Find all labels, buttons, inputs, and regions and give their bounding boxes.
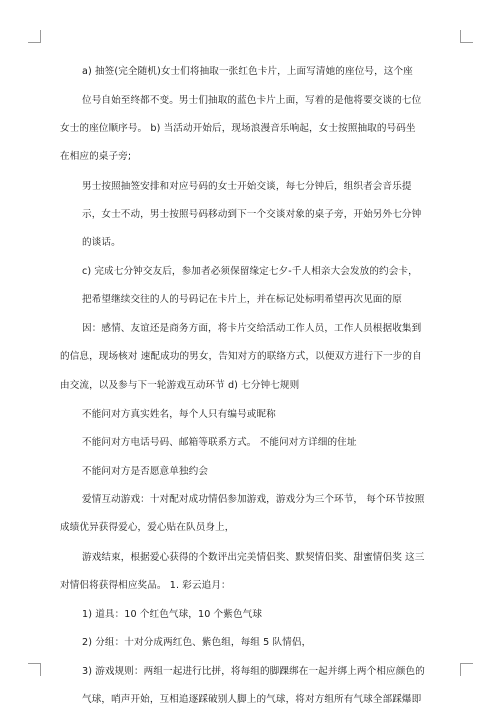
- text-line: 位号自始至终都不变。男士们抽取的蓝色卡片上面，写着的是他将要交谈的七位: [82, 95, 422, 106]
- text-line: c) 完成七分钟交友后，参加者必须保留缘定七夕-千人相亲大会发放的约会卡，: [82, 266, 418, 277]
- text-line: 不能问对方是否愿意单独约会: [82, 466, 209, 477]
- text-line: 男士按照抽签安排和对应号码的女士开始交谈，每七分钟后，组织者会音乐提: [82, 181, 412, 192]
- text-line: 3) 游戏规则：两组一起进行比拼，将每组的脚踝绑在一起并绑上两个相应颜色的: [82, 666, 425, 677]
- text-line: 把希望继续交往的人的号码记在卡片上，并在标记处标明希望再次见面的原: [82, 294, 402, 305]
- text-line: 由交流，以及参与下一轮游戏互动环节 d) 七分钟七规则: [60, 380, 300, 391]
- text-line: 的信息，现场核对 速配成功的男女，告知对方的联络方式，以便双方进行下一步的自: [60, 351, 422, 362]
- text-line: 游戏结束，根据爱心获得的个数评出完美情侣奖、默契情侣奖、甜蜜情侣奖 这三: [82, 552, 425, 563]
- text-line: 2) 分组：十对分成两红色、紫色组，每组 5 队情侣，: [82, 637, 312, 648]
- text-line: 1) 道具：10 个红色气球，10 个紫色气球: [82, 609, 263, 620]
- text-line: 在相应的桌子旁;: [60, 151, 132, 162]
- text-line: 气球，哨声开始，互相追逐踩破别人脚上的气球，将对方组所有气球全部踩爆即: [82, 694, 422, 705]
- text-line: 不能问对方电话号码、邮箱等联系方式。 不能问对方详细的住址: [82, 437, 357, 448]
- text-line: 对情侣将获得相应奖品。 1. 彩云追月：: [60, 580, 231, 591]
- text-line: 成绩优异获得爱心，爱心贴在队员身上，: [60, 522, 235, 533]
- text-line: 女士的座位顺序号。 b) 当活动开始后，现场浪漫音乐响起，女士按照抽取的号码坐: [60, 123, 416, 134]
- text-line: 爱情互动游戏：十对配对成功情侣参加游戏，游戏分为三个环节， 每个环节按照: [82, 494, 425, 505]
- text-line: 的谈话。: [82, 237, 121, 248]
- text-line: 不能问对方真实姓名，每个人只有编号或昵称: [82, 409, 276, 420]
- text-line: 示，女士不动，男士按照号码移动到下一个交谈对象的桌子旁，开始另外七分钟: [82, 209, 422, 220]
- text-line: a) 抽签(完全随机)女士们将抽取一张红色卡片，上面写清她的座位号，这个座: [82, 66, 413, 77]
- text-line: 因：感情、友谊还是商务方面，将卡片交给活动工作人员，工作人员根据收集到: [82, 323, 422, 334]
